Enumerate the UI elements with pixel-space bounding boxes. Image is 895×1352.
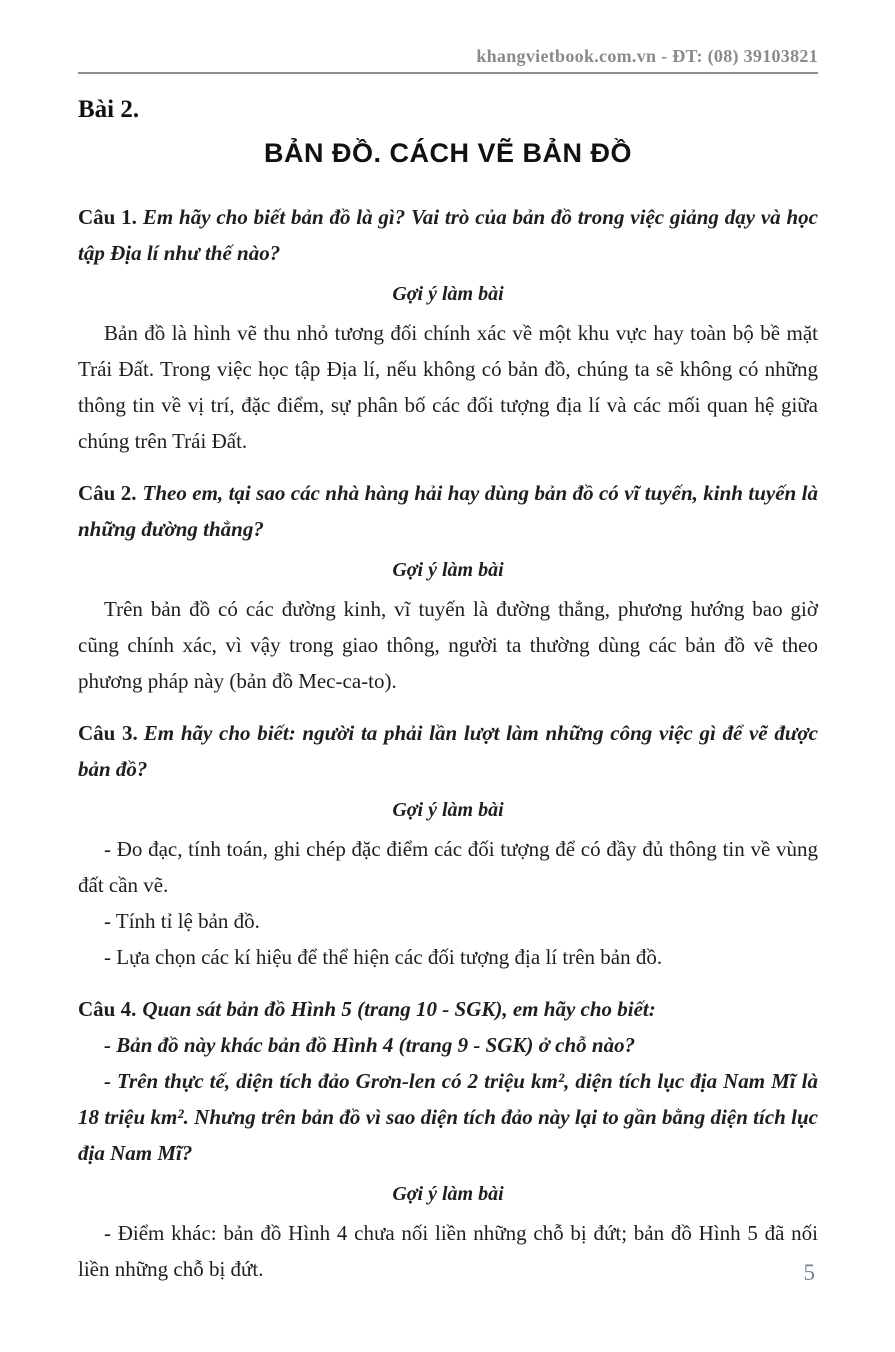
answer-paragraph: - Điểm khác: bản đồ Hình 4 chưa nối liền những chỗ bị đứt; bản đồ Hình 5 đã nối liền những chỗ bị đứt.: [78, 1221, 818, 1281]
question-block-4: [78, 991, 818, 1027]
subquestion: - Bản đồ này khác bản đồ Hình 4 (trang 9 - SGK) ở chỗ nào?: [104, 1033, 636, 1057]
subquestion: - Trên thực tế, diện tích đảo Grơn-len có 2 triệu km², diện tích lục địa Nam Mĩ là 18 triệu km². Nhưng trên bản đồ vì sao diện tích đảo này lại to gần bằng diện tích lục địa Nam Mĩ?: [78, 1069, 818, 1165]
lesson-title: BẢN ĐỒ. CÁCH VẼ BẢN ĐỒ: [263, 138, 632, 168]
answer-paragraph: - Tính tỉ lệ bản đồ.: [104, 909, 260, 933]
answer-paragraph: - Đo đạc, tính toán, ghi chép đặc điểm các đối tượng để có đầy đủ thông tin về vùng đất cần vẽ.: [78, 837, 818, 897]
question-text: Quan sát bản đồ Hình 5 (trang 10 - SGK), em hãy cho biết:: [142, 997, 656, 1021]
hint-label: Gợi ý làm bài: [392, 559, 504, 581]
hint-label: Gợi ý làm bài: [392, 1183, 504, 1205]
answer-paragraph: Trên bản đồ có các đường kinh, vĩ tuyến là đường thẳng, phương hướng bao giờ cũng chính xác, vì vậy trong giao thông, người ta thường dùng các bản đồ vẽ theo phương pháp này (bản đồ Mec-ca-to).: [78, 597, 818, 693]
question-label: Câu 3.: [78, 721, 138, 745]
site-url: khangvietbook.com.vn - ĐT: (08) 39103821: [476, 46, 818, 66]
question-block-1: [78, 199, 818, 271]
answer-paragraph: Bản đồ là hình vẽ thu nhỏ tương đối chính xác về một khu vực hay toàn bộ bề mặt Trái Đất. Trong việc học tập Địa lí, nếu không có bản đồ, chúng ta sẽ không có những thông tin về vị trí, đặc điểm, sự phân bố các đối tượng địa lí và các mối quan hệ giữa chúng trên Trái Đất.: [78, 321, 818, 453]
question-label: Câu 2.: [78, 481, 137, 505]
hint-label: Gợi ý làm bài: [392, 283, 504, 305]
question-label: Câu 1.: [78, 205, 137, 229]
page-header: [78, 46, 818, 74]
question-block-2: [78, 475, 818, 547]
question-text: Em hãy cho biết: người ta phải lần lượt làm những công việc gì để vẽ được bản đồ?: [78, 721, 818, 781]
lesson-label: Bài 2.: [78, 96, 140, 123]
hint-label: Gợi ý làm bài: [392, 799, 504, 821]
page-number: 5: [803, 1260, 815, 1285]
question-label: Câu 4.: [78, 997, 137, 1021]
answer-paragraph: - Lựa chọn các kí hiệu để thể hiện các đối tượng địa lí trên bản đồ.: [104, 945, 663, 969]
question-block-3: [78, 715, 818, 787]
question-text: Theo em, tại sao các nhà hàng hải hay dùng bản đồ có vĩ tuyến, kinh tuyến là những đường thẳng?: [78, 481, 818, 541]
question-text: Em hãy cho biết bản đồ là gì? Vai trò của bản đồ trong việc giảng dạy và học tập Địa lí như thế nào?: [78, 205, 818, 265]
